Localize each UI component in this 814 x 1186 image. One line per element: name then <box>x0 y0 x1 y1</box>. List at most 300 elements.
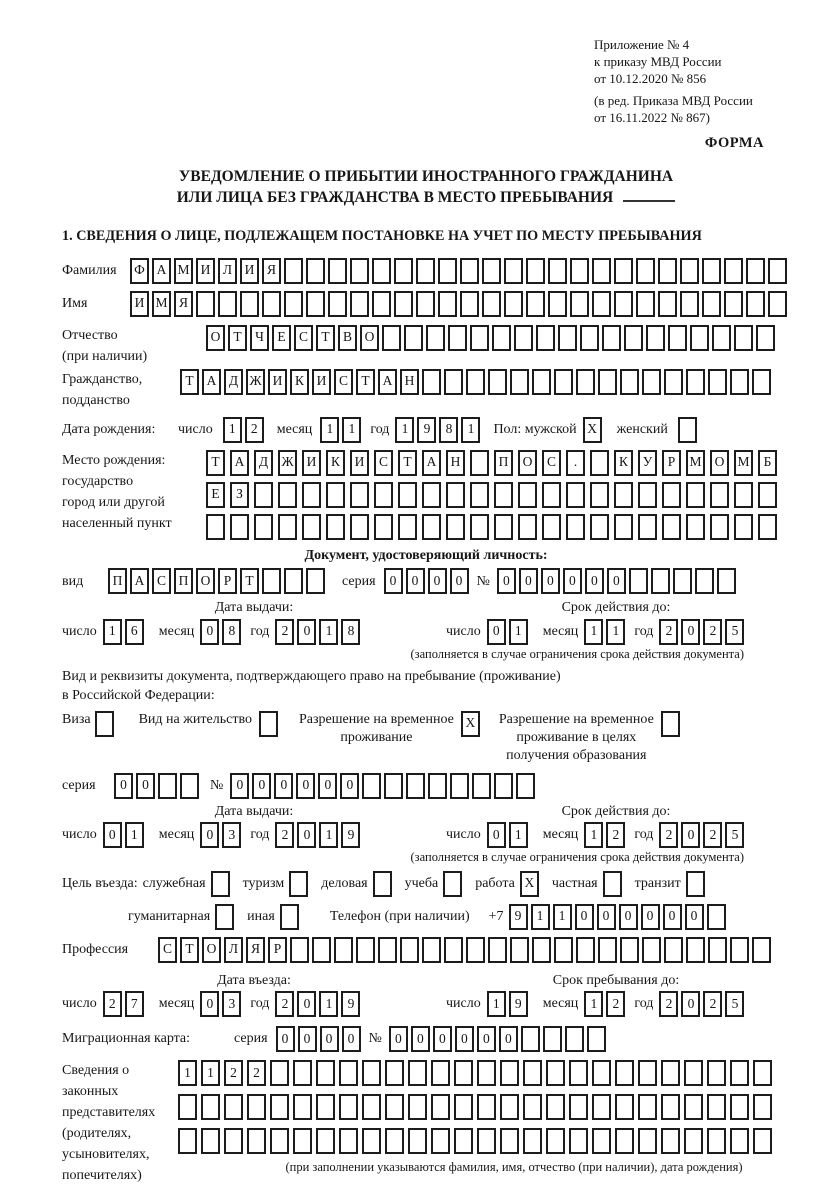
form-cell <box>215 904 234 930</box>
option-residence-permit-label: Вид на жительство <box>138 711 252 727</box>
form-cell: Т <box>206 450 225 476</box>
form-cell <box>284 258 303 284</box>
purpose-label: Цель въезда: <box>62 875 138 891</box>
purpose-study-label: учеба <box>404 875 439 891</box>
doc-series-cells <box>384 568 472 594</box>
form-cell <box>416 291 435 317</box>
form-cell <box>661 1060 680 1086</box>
form-cell <box>500 1128 519 1154</box>
form-cell: У <box>638 450 657 476</box>
option-temp-residence-education-checkbox <box>661 711 683 737</box>
form-cell <box>638 1094 657 1120</box>
form-cell <box>494 773 513 799</box>
form-cell <box>500 1094 519 1120</box>
form-cell <box>734 514 753 540</box>
form-cell <box>590 514 609 540</box>
form-cell: Я <box>174 291 193 317</box>
form-cell <box>362 773 381 799</box>
form-cell <box>373 871 392 897</box>
form-cell <box>350 291 369 317</box>
form-cell: 5 <box>725 991 744 1017</box>
form-cell <box>576 369 595 395</box>
form-cell: И <box>350 450 369 476</box>
forma-label: ФОРМА <box>704 135 764 151</box>
form-cell: 0 <box>519 568 538 594</box>
form-cell <box>548 291 567 317</box>
form-cell: 1 <box>461 417 480 443</box>
purpose-study-checkbox <box>443 871 465 897</box>
purpose-work-label: работа <box>475 875 515 891</box>
appendix-header <box>594 36 790 126</box>
form-cell: 1 <box>319 822 338 848</box>
form-cell <box>592 1128 611 1154</box>
form-cell <box>374 482 393 508</box>
resdoc-intro-line2: в Российской Федерации: <box>62 688 215 703</box>
form-cell <box>328 291 347 317</box>
form-cell <box>284 291 303 317</box>
purpose-tourism-label: туризм <box>242 875 285 891</box>
form-cell: К <box>326 450 345 476</box>
form-cell <box>523 1094 542 1120</box>
form-cell <box>730 369 749 395</box>
form-cell <box>350 514 369 540</box>
form-cell: Б <box>758 450 777 476</box>
iddoc-issue-day <box>103 619 147 645</box>
resdoc-options-row <box>62 711 790 765</box>
form-cell <box>708 369 727 395</box>
form-cell <box>504 291 523 317</box>
birthdate-label: Дата рождения: <box>62 422 156 438</box>
form-cell <box>374 514 393 540</box>
form-cell <box>707 1060 726 1086</box>
birthplace-cells-row3 <box>206 514 782 540</box>
form-cell <box>488 937 507 963</box>
form-cell: 3 <box>222 822 241 848</box>
form-cell <box>710 514 729 540</box>
form-cell: Р <box>268 937 287 963</box>
form-cell: Я <box>262 258 281 284</box>
patronymic-label: Отчество (при наличии) <box>62 327 148 364</box>
form-cell <box>707 1094 726 1120</box>
form-cell: 2 <box>659 991 678 1017</box>
form-cell <box>482 258 501 284</box>
iddoc-valid-day <box>487 619 531 645</box>
purpose-private-checkbox <box>603 871 625 897</box>
form-cell <box>592 258 611 284</box>
purpose-transit-label: транзит <box>634 875 681 891</box>
form-cell: 0 <box>685 904 704 930</box>
identity-doc-heading: Документ, удостоверяющий личность: <box>304 547 548 563</box>
form-cell: С <box>158 937 177 963</box>
form-cell: А <box>378 369 397 395</box>
form-cell <box>262 568 281 594</box>
representatives-cells-block <box>178 1060 814 1176</box>
form-cell: 2 <box>247 1060 266 1086</box>
birth-month-cells <box>320 417 364 443</box>
form-cell <box>454 1094 473 1120</box>
form-cell: 1 <box>103 619 122 645</box>
form-cell <box>598 369 617 395</box>
form-cell <box>546 1128 565 1154</box>
entry-year <box>275 991 363 1017</box>
form-cell <box>526 291 545 317</box>
form-cell <box>514 325 533 351</box>
form-cell <box>651 568 670 594</box>
form-cell: П <box>494 450 513 476</box>
form-cell: М <box>174 258 193 284</box>
day-label: число <box>446 624 481 640</box>
form-cell <box>240 291 259 317</box>
form-cell <box>598 937 617 963</box>
form-cell <box>523 1060 542 1086</box>
form-cell <box>280 904 299 930</box>
form-cell: А <box>202 369 221 395</box>
form-cell <box>454 1128 473 1154</box>
resdoc-number-cells <box>230 773 538 799</box>
form-cell <box>510 937 529 963</box>
purpose-tourism-checkbox <box>289 871 311 897</box>
birth-day-cells <box>223 417 267 443</box>
form-cell: 2 <box>703 822 722 848</box>
form-cell: О <box>518 450 537 476</box>
form-cell: 0 <box>200 822 219 848</box>
form-cell <box>224 1128 243 1154</box>
form-cell <box>428 773 447 799</box>
form-cell <box>752 937 771 963</box>
form-cell: Т <box>356 369 375 395</box>
form-cell <box>730 1094 749 1120</box>
form-cell: 0 <box>681 991 700 1017</box>
form-cell <box>734 482 753 508</box>
form-cell <box>548 258 567 284</box>
year-label: год <box>634 996 654 1012</box>
form-cell: 0 <box>681 822 700 848</box>
form-cell <box>339 1128 358 1154</box>
form-cell <box>668 325 687 351</box>
form-cell <box>686 482 705 508</box>
form-cell <box>339 1060 358 1086</box>
form-cell: С <box>374 450 393 476</box>
purpose-transit-checkbox <box>686 871 708 897</box>
form-cell: Ж <box>246 369 265 395</box>
form-cell <box>684 1128 703 1154</box>
form-cell: 2 <box>275 619 294 645</box>
form-cell <box>448 325 467 351</box>
day-label: число <box>446 827 481 843</box>
doc-kind-label: вид <box>62 573 84 589</box>
form-cell <box>542 514 561 540</box>
month-label: месяц <box>276 422 313 438</box>
form-cell <box>426 325 445 351</box>
form-cell <box>206 514 225 540</box>
form-cell: 1 <box>319 991 338 1017</box>
form-cell <box>444 937 463 963</box>
form-title <box>62 166 790 208</box>
month-label: месяц <box>158 827 195 843</box>
form-cell <box>592 1094 611 1120</box>
form-cell <box>385 1094 404 1120</box>
form-cell <box>284 568 303 594</box>
form-cell <box>554 937 573 963</box>
migration-number-cells <box>389 1026 609 1052</box>
entry-dates-row <box>62 972 790 1018</box>
form-cell <box>518 482 537 508</box>
form-cell <box>362 1094 381 1120</box>
surname-label: Фамилия <box>62 263 117 279</box>
form-cell: 2 <box>606 991 625 1017</box>
iddoc-validity-note: (заполняется в случае ограничения срока действия документа) <box>410 646 744 661</box>
form-cell: 2 <box>103 991 122 1017</box>
day-label: число <box>62 624 97 640</box>
form-cell <box>218 291 237 317</box>
form-cell: Т <box>228 325 247 351</box>
form-cell: 1 <box>509 619 528 645</box>
form-cell: 0 <box>340 773 359 799</box>
appendix-line: от 16.11.2022 № 867) <box>594 110 711 125</box>
stay-until-caption: Срок пребывания до: <box>552 972 680 988</box>
purpose-business-checkbox <box>373 871 395 897</box>
resdoc-issue-day <box>103 822 147 848</box>
form-cell: Я <box>246 937 265 963</box>
iddoc-valid-month <box>584 619 628 645</box>
appendix-line: от 10.12.2020 № 856 <box>594 71 707 86</box>
form-cell <box>638 1060 657 1086</box>
doc-kind-cells <box>108 568 328 594</box>
purpose-official-checkbox <box>211 871 233 897</box>
form-cell: А <box>230 450 249 476</box>
resdoc-valid-group <box>446 803 786 849</box>
form-cell: 0 <box>230 773 249 799</box>
entry-day <box>103 991 147 1017</box>
form-cell: 0 <box>575 904 594 930</box>
form-cell: 1 <box>178 1060 197 1086</box>
resdoc-issue-year <box>275 822 363 848</box>
form-cell <box>316 1060 335 1086</box>
form-cell <box>546 1094 565 1120</box>
form-cell: 2 <box>224 1060 243 1086</box>
form-cell <box>678 417 697 443</box>
form-cell: 1 <box>531 904 550 930</box>
form-cell: 1 <box>201 1060 220 1086</box>
resdoc-series-row <box>62 773 790 799</box>
form-cell: О <box>710 450 729 476</box>
form-cell <box>504 258 523 284</box>
resdoc-valid-month <box>584 822 628 848</box>
patronymic-cells <box>206 325 778 351</box>
option-temp-residence <box>299 711 483 747</box>
form-cell <box>590 450 609 476</box>
form-cell: 8 <box>222 619 241 645</box>
form-cell: 0 <box>487 619 506 645</box>
form-cell: 2 <box>659 822 678 848</box>
profession-cells <box>158 937 774 963</box>
form-cell: Т <box>316 325 335 351</box>
form-cell: 1 <box>553 904 572 930</box>
sex-male-label: Пол: мужской <box>493 422 577 438</box>
form-cell <box>724 291 743 317</box>
form-cell: О <box>360 325 379 351</box>
form-cell: К <box>614 450 633 476</box>
form-cell <box>662 482 681 508</box>
form-cell <box>569 1128 588 1154</box>
birthplace-cells-block <box>206 450 782 546</box>
form-cell <box>558 325 577 351</box>
visit-purpose-row2 <box>128 904 790 930</box>
form-cell <box>404 325 423 351</box>
form-cell: Ж <box>278 450 297 476</box>
resdoc-valid-day <box>487 822 531 848</box>
form-cell: 1 <box>319 619 338 645</box>
form-cell <box>378 937 397 963</box>
option-temp-residence-label: Разрешение на временное проживание <box>298 711 454 745</box>
representatives-note: (при заполнении указываются фамилия, имя, отчество (при наличии), дата рождения) <box>285 1160 743 1175</box>
stay-year <box>659 991 747 1017</box>
form-cell <box>431 1060 450 1086</box>
valid-until-caption: Срок действия до: <box>561 803 671 819</box>
form-cell <box>398 482 417 508</box>
form-cell: Р <box>218 568 237 594</box>
form-cell: 0 <box>607 568 626 594</box>
form-cell: 0 <box>297 991 316 1017</box>
form-cell <box>446 514 465 540</box>
form-cell: 0 <box>663 904 682 930</box>
form-cell: М <box>152 291 171 317</box>
form-cell <box>466 937 485 963</box>
year-label: год <box>634 827 654 843</box>
form-cell: 0 <box>252 773 271 799</box>
form-cell <box>372 258 391 284</box>
option-visa-label: Виза <box>62 711 91 727</box>
form-cell <box>247 1128 266 1154</box>
form-cell <box>201 1094 220 1120</box>
birthdate-row <box>62 417 790 443</box>
visit-purpose-row <box>62 871 790 897</box>
form-cell: Н <box>446 450 465 476</box>
form-cell: 1 <box>584 991 603 1017</box>
form-cell <box>614 482 633 508</box>
form-cell <box>316 1094 335 1120</box>
form-cell: 9 <box>509 904 528 930</box>
form-cell <box>302 514 321 540</box>
form-cell <box>684 1094 703 1120</box>
form-cell <box>247 1094 266 1120</box>
series-label: серия <box>62 777 96 793</box>
month-label: месяц <box>542 827 579 843</box>
form-cell <box>408 1060 427 1086</box>
form-cell <box>482 291 501 317</box>
form-cell: 0 <box>136 773 155 799</box>
representatives-row <box>62 1060 790 1186</box>
form-cell <box>262 291 281 317</box>
form-cell: 0 <box>641 904 660 930</box>
form-cell <box>201 1128 220 1154</box>
form-cell: 8 <box>439 417 458 443</box>
year-label: год <box>250 996 270 1012</box>
resdoc-valid-year <box>659 822 747 848</box>
form-cell: Д <box>254 450 273 476</box>
form-cell: 0 <box>200 619 219 645</box>
form-cell: 0 <box>455 1026 474 1052</box>
series-label: серия <box>234 1031 268 1047</box>
form-cell: 0 <box>411 1026 430 1052</box>
form-cell <box>536 325 555 351</box>
form-cell <box>289 871 308 897</box>
form-cell: Н <box>400 369 419 395</box>
form-cell: 1 <box>509 822 528 848</box>
form-cell <box>510 369 529 395</box>
form-cell: 0 <box>406 568 425 594</box>
form-cell <box>178 1128 197 1154</box>
form-cell <box>306 568 325 594</box>
form-cell <box>444 369 463 395</box>
day-label: число <box>178 422 213 438</box>
form-cell <box>646 325 665 351</box>
form-cell <box>466 369 485 395</box>
form-cell <box>661 1128 680 1154</box>
month-label: месяц <box>158 624 195 640</box>
form-cell: И <box>312 369 331 395</box>
form-cell <box>710 482 729 508</box>
form-cell: 0 <box>433 1026 452 1052</box>
month-label: месяц <box>542 624 579 640</box>
form-cell <box>523 1128 542 1154</box>
form-cell <box>684 1060 703 1086</box>
form-cell: Т <box>240 568 259 594</box>
form-cell <box>470 325 489 351</box>
form-title-line1: УВЕДОМЛЕНИЕ О ПРИБЫТИИ ИНОСТРАННОГО ГРАЖДАНИНА <box>178 168 674 186</box>
form-cell <box>406 773 425 799</box>
birthplace-cells-row1 <box>206 450 782 476</box>
form-cell <box>686 871 705 897</box>
representatives-cells-row2 <box>178 1094 814 1120</box>
form-cell: 2 <box>245 417 264 443</box>
form-cell <box>702 291 721 317</box>
form-cell <box>702 258 721 284</box>
purpose-humanitarian-label: гуманитарная <box>128 908 211 924</box>
sex-male-checkbox <box>583 417 605 443</box>
form-cell <box>746 291 765 317</box>
form-cell <box>293 1094 312 1120</box>
form-cell <box>753 1094 772 1120</box>
form-cell <box>494 482 513 508</box>
form-cell <box>158 773 177 799</box>
form-cell: 0 <box>320 1026 339 1052</box>
form-cell <box>752 369 771 395</box>
surname-cells <box>130 258 790 284</box>
form-cell <box>400 937 419 963</box>
form-cell: 1 <box>487 991 506 1017</box>
form-cell <box>758 482 777 508</box>
form-cell <box>422 482 441 508</box>
form-cell: 1 <box>320 417 339 443</box>
form-cell <box>753 1060 772 1086</box>
form-cell <box>385 1128 404 1154</box>
resdoc-issue-group <box>62 803 446 849</box>
form-cell <box>416 258 435 284</box>
form-cell <box>768 291 787 317</box>
form-cell <box>712 325 731 351</box>
form-cell <box>454 1060 473 1086</box>
form-cell: 2 <box>703 619 722 645</box>
valid-until-caption: Срок действия до: <box>561 600 671 616</box>
form-cell <box>532 369 551 395</box>
form-cell: Е <box>206 482 225 508</box>
form-cell: 1 <box>584 822 603 848</box>
form-cell <box>350 482 369 508</box>
citizenship-cells <box>180 369 774 395</box>
form-cell <box>707 1128 726 1154</box>
iddoc-dates-row <box>62 599 790 645</box>
